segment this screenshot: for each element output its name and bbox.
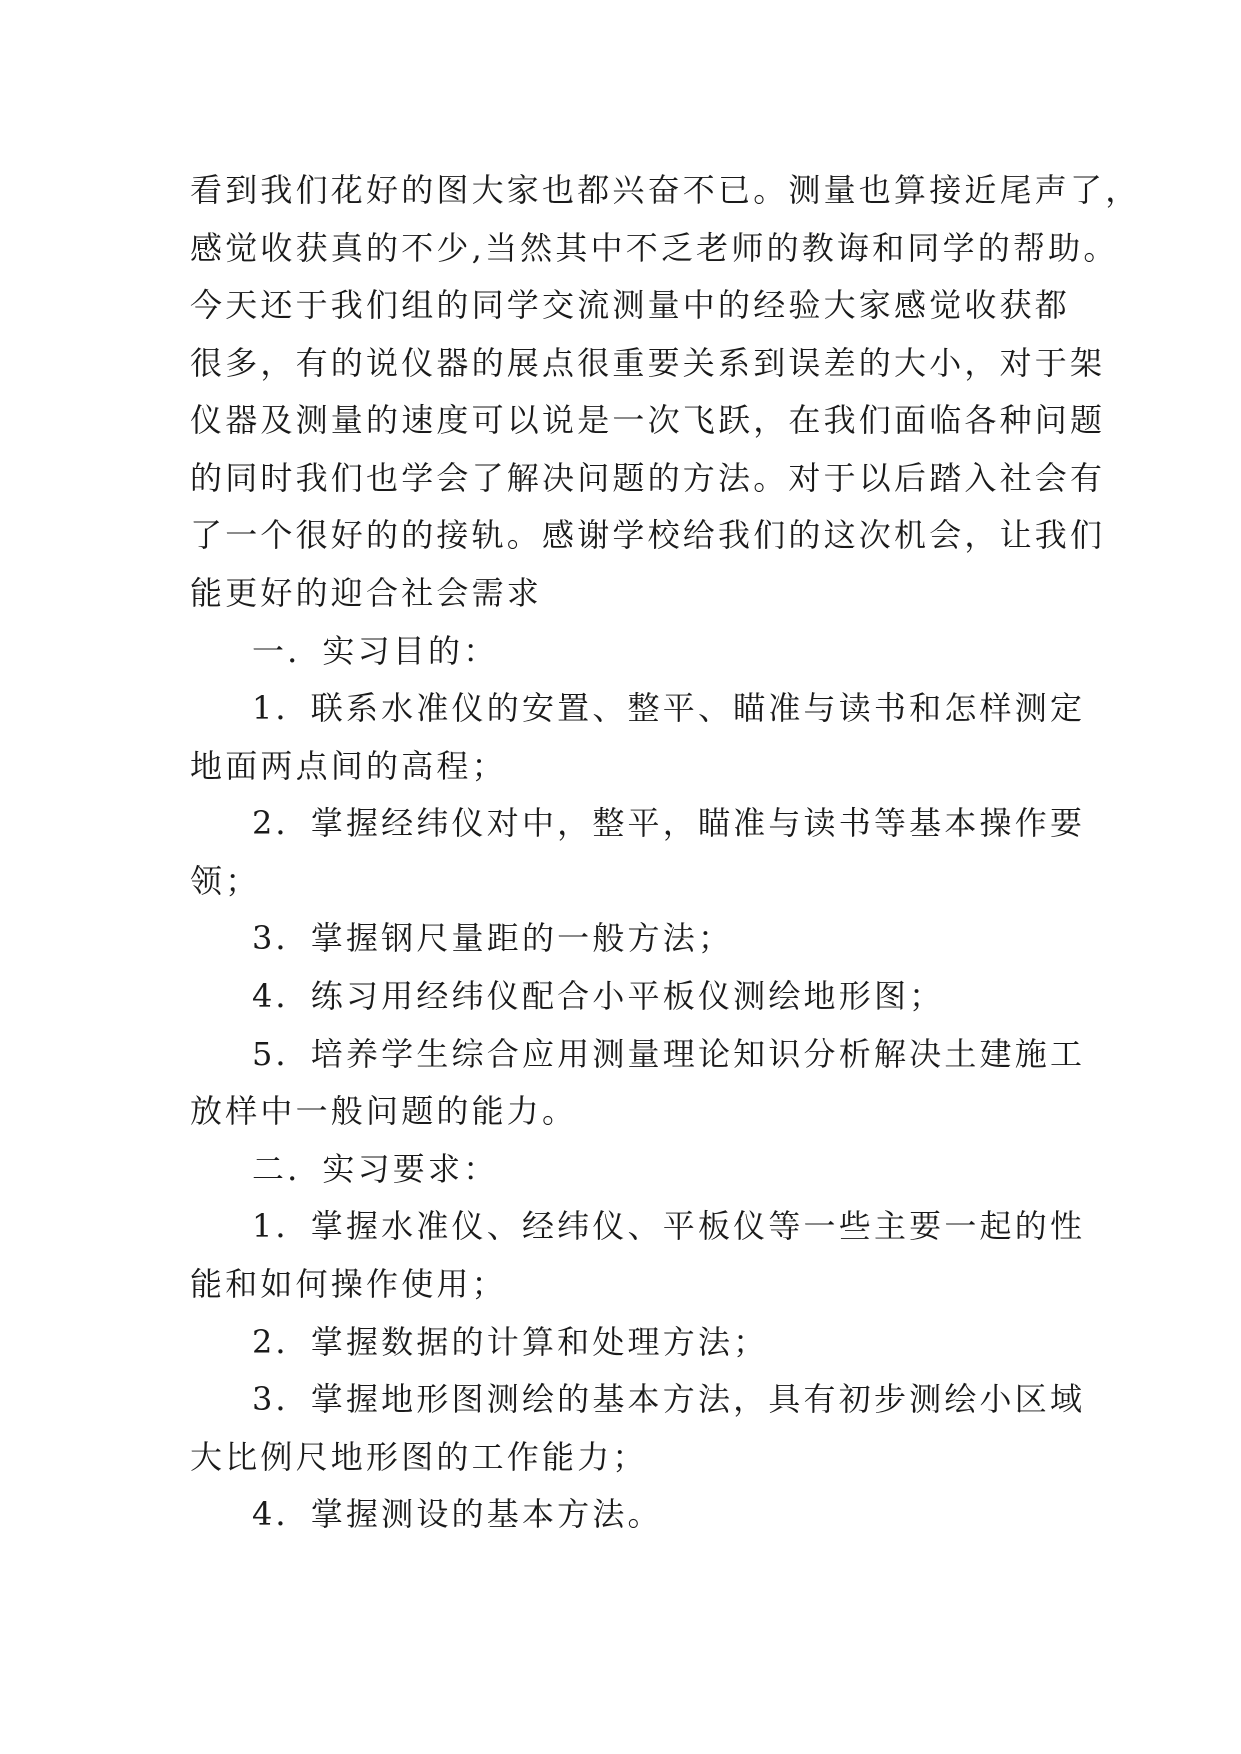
list-item: 2．掌握数据的计算和处理方法； (252, 1323, 769, 1361)
section-heading: 一．实习目的： (252, 632, 499, 670)
text-line: 的同时我们也学会了解决问题的方法。对于以后踏入社会有 (190, 459, 1106, 497)
text-line: 仪器及测量的速度可以说是一次飞跃，在我们面临各种问题 (190, 401, 1106, 439)
section-heading: 二．实习要求： (252, 1150, 499, 1188)
list-item-continuation: 放样中一般问题的能力。 (190, 1092, 578, 1130)
list-item: 4．练习用经纬仪配合小平板仪测绘地形图； (252, 977, 945, 1015)
text-line: 能更好的迎合社会需求 (190, 574, 543, 612)
list-item: 1．掌握水准仪、经纬仪、平板仪等一些主要一起的性 (252, 1207, 1086, 1245)
list-item-continuation: 地面两点间的高程； (190, 747, 507, 785)
list-item-continuation: 能和如何操作使用； (190, 1265, 507, 1303)
list-item-continuation: 大比例尺地形图的工作能力； (190, 1438, 648, 1476)
text-line: 今天还于我们组的同学交流测量中的经验大家感觉收获都 (190, 286, 1071, 324)
list-item: 1．联系水准仪的安置、整平、瞄准与读书和怎样测定 (252, 689, 1086, 727)
list-item-continuation: 领； (190, 862, 261, 900)
text-line: 看到我们花好的图大家也都兴奋不已。测量也算接近尾声了， (190, 171, 1141, 209)
list-item: 3．掌握地形图测绘的基本方法，具有初步测绘小区域 (252, 1380, 1086, 1418)
text-line: 感觉收获真的不少,当然其中不乏老师的教诲和同学的帮助。 (190, 229, 1119, 267)
text-line: 很多，有的说仪器的展点很重要关系到误差的大小，对于架 (190, 344, 1106, 382)
list-item: 4．掌握测设的基本方法。 (252, 1495, 663, 1533)
text-line: 了一个很好的的接轨。感谢学校给我们的这次机会，让我们 (190, 516, 1106, 554)
list-item: 2．掌握经纬仪对中，整平，瞄准与读书等基本操作要 (252, 804, 1086, 842)
list-item: 3．掌握钢尺量距的一般方法； (252, 919, 734, 957)
list-item: 5．培养学生综合应用测量理论知识分析解决土建施工 (252, 1035, 1086, 1073)
